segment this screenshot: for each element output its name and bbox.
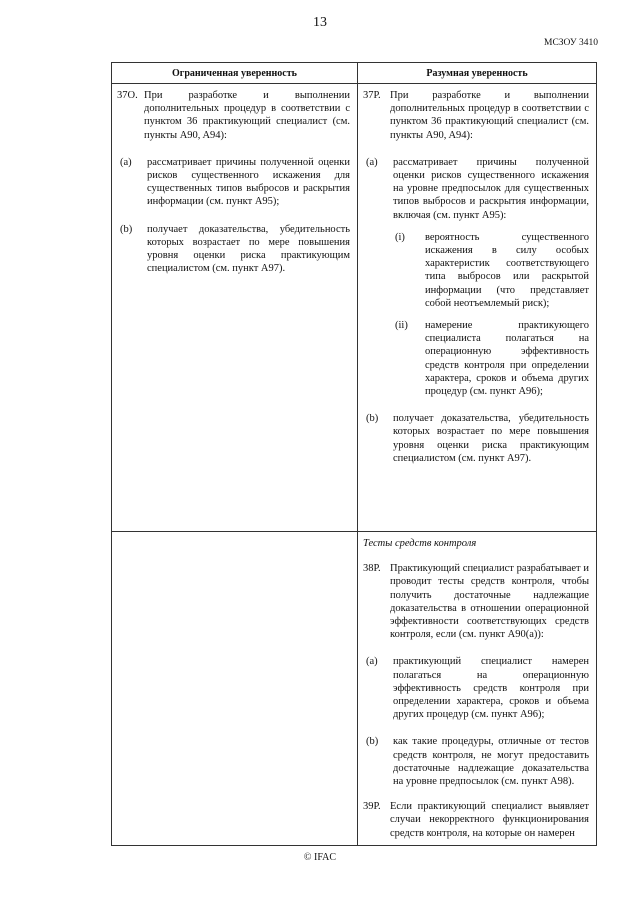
item-text: практикующий специалист намерен полагаться на операционную эффективность средств контроля при определении характера, сроков и объема других процедур (см. пункт A96); — [393, 656, 589, 721]
sub-item-text: намерение практикующего специалиста полагаться на операционную эффективность средств контроля при определении характера, сроков и объема других процедур (см. пункт A96); — [425, 320, 589, 398]
paragraph-number: 37O. — [117, 90, 138, 101]
paragraph-number: 38Р. — [363, 563, 381, 575]
standards-table — [111, 62, 597, 846]
paragraph-text: При разработке и выполнении дополнительных процедур в соответствии с пунктом 36 практикующий специалист (см. пункты A90, A94): — [390, 90, 589, 141]
item-label: (b) — [366, 736, 379, 748]
footer-copyright: © IFAC — [303, 852, 337, 863]
list-item-b — [363, 735, 589, 788]
page-number: 13 — [313, 15, 327, 30]
paragraph-text: При разработке и выполнении дополнительных процедур в соответствии с пунктом 36 практикующий специалист (см. пункты A90, A94): — [144, 90, 350, 141]
section-title: Тесты средств контроля — [363, 538, 477, 549]
item-label: (a) — [120, 156, 132, 168]
document-code: МСЗОУ 3410 — [544, 38, 598, 48]
list-item-a — [363, 156, 589, 398]
header-reasonable-assurance: Разумная уверенность — [358, 63, 597, 84]
item-text: получает доказательства, убедительность которых возрастает по мере повышения уровня оценки риска практикующим специалистом (см. пункт A97). — [393, 413, 589, 464]
reasonable-assurance-controls-cell — [358, 532, 597, 846]
limited-assurance-empty-cell — [112, 532, 358, 846]
paragraph-37o — [117, 89, 350, 142]
limited-assurance-cell — [112, 84, 358, 532]
item-label: (b) — [120, 223, 133, 235]
item-text: рассматривает причины полученной оценки рисков существенного искажения на уровне предпосылок для существенных типов выбросов и раскрытия информации, включая (см. пункт A95): — [393, 156, 589, 221]
header-limited-assurance: Ограниченная уверенность — [112, 63, 358, 84]
list-item-b — [363, 412, 589, 465]
item-label: (b) — [366, 413, 379, 425]
paragraph-37p — [363, 89, 589, 142]
sub-item-label: (ii) — [395, 320, 408, 332]
reasonable-assurance-cell — [358, 84, 597, 532]
paragraph-text: Практикующий специалист разрабатывает и проводит тесты средств контроля, чтобы получить достаточные надлежащие доказательства в отношении операционной эффективности соответствующих средств контроля, если (см. пункт A90(a)): — [390, 563, 589, 641]
list-item-a — [117, 156, 350, 209]
item-text: рассматривает причины полученной оценки рисков существенного искажения для существенных типов выбросов и раскрытия информации (см. пункт A95); — [147, 156, 350, 208]
list-item-a — [363, 655, 589, 721]
sub-item-i — [393, 231, 589, 310]
sub-item-text: вероятность существенного искажения в силу особых характеристик соответствующего типа выбросов или раскрытой информации (что представляет собой неотъемлемый риск); — [425, 231, 589, 309]
item-text: как такие процедуры, отличные от тестов средств контроля, не могут предоставить достаточные надлежащие доказательства на уровне предпосылок (см. пункт A98). — [393, 736, 589, 788]
paragraph-number: 39Р. — [363, 801, 381, 813]
paragraph-number: 37Р. — [363, 90, 381, 101]
paragraph-38p — [363, 562, 589, 641]
sub-item-ii — [393, 319, 589, 398]
item-label: (a) — [366, 156, 378, 168]
item-text: получает доказательства, убедительность которых возрастает по мере повышения уровня оценки риска практикующим специалистом (см. пункт A97). — [147, 223, 350, 275]
sub-item-label: (i) — [395, 231, 405, 243]
list-item-b — [117, 223, 350, 276]
item-label: (a) — [366, 656, 378, 668]
paragraph-39p — [363, 800, 589, 840]
paragraph-text: Если практикующий специалист выявляет случаи некорректного функционирования средств контроля, на которые он намерен — [390, 801, 589, 839]
